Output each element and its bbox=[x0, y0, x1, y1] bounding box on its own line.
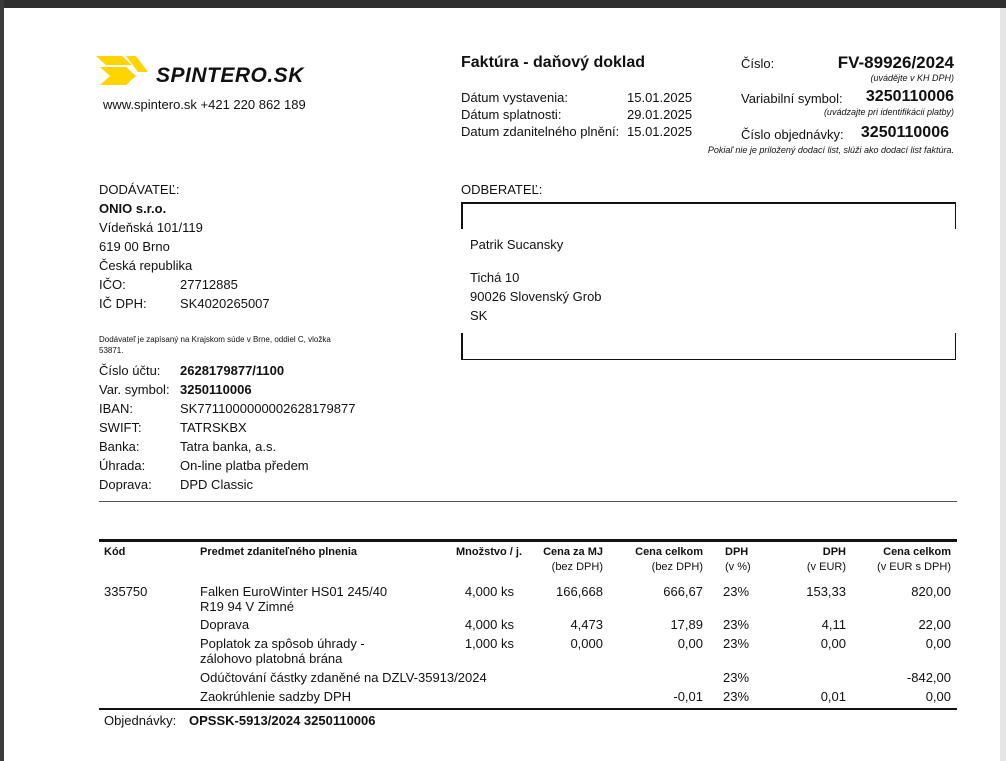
col-vat-sub: (v EUR) bbox=[806, 561, 846, 573]
section-divider bbox=[99, 501, 957, 502]
payment-label: IBAN: bbox=[99, 401, 133, 416]
table-cell-gross: 22,00 bbox=[918, 617, 951, 632]
table-cell-vat-pct: 23% bbox=[723, 689, 750, 704]
payment-label: Banka: bbox=[99, 439, 140, 454]
table-cell-unit-price: 4,473 bbox=[570, 617, 603, 632]
table-cell-item: Zaokrúhlenie sadzby DPH bbox=[200, 689, 352, 704]
table-cell-vat: 153,33 bbox=[806, 584, 846, 599]
order-number: 3250110006 bbox=[860, 124, 949, 141]
col-vat-pct-sub: (v %) bbox=[725, 561, 751, 573]
customer-heading: ODBERATEĽ: bbox=[461, 182, 543, 197]
payment-method: On-line platba předem bbox=[180, 458, 309, 473]
col-vat-pct-header: DPH bbox=[725, 546, 749, 558]
supplier-ico: 27712885 bbox=[180, 277, 238, 292]
orders-value: OPSSK-5913/2024 3250110006 bbox=[189, 713, 376, 728]
col-qty-header: Množstvo / j. bbox=[456, 546, 522, 558]
col-item-header: Predmet zdaniteľného plnenia bbox=[200, 546, 358, 558]
supplier-name: ONIO s.r.o. bbox=[99, 201, 167, 216]
col-unit-price-header: Cena za MJ bbox=[543, 546, 603, 558]
col-vat-header: DPH bbox=[822, 546, 846, 558]
issue-date: 15.01.2025 bbox=[627, 90, 693, 105]
table-cell-vat-pct: 23% bbox=[723, 617, 750, 632]
table-cell-item-line2: R19 94 V Zimné bbox=[200, 599, 294, 614]
table-cell-item-line2: zálohovo platobná brána bbox=[200, 651, 343, 666]
invoice-number-note: (uvádějte v KH DPH) bbox=[870, 73, 954, 83]
table-cell-item: Odúčtování částky zdaněné na DZLV-35913/2024 bbox=[200, 670, 487, 685]
table-cell-vat-pct: 23% bbox=[723, 636, 750, 651]
payment-var-symbol: 3250110006 bbox=[180, 382, 252, 397]
due-date: 29.01.2025 bbox=[627, 107, 693, 122]
viewer-top-bar bbox=[0, 0, 1006, 8]
table-cell-qty: 4,000 ks bbox=[464, 584, 514, 599]
supplier-ico-label: IČO: bbox=[99, 277, 126, 292]
supplier-registry-line2: 53871. bbox=[99, 346, 124, 355]
table-top-rule bbox=[99, 539, 957, 542]
supplier-street: Vídeňská 101/119 bbox=[99, 220, 203, 235]
table-cell-vat: 4,11 bbox=[821, 617, 846, 632]
col-total-header: Cena celkom bbox=[635, 546, 703, 558]
col-gross-sub: (v EUR s DPH) bbox=[877, 561, 951, 573]
table-cell-code: 335750 bbox=[104, 584, 148, 599]
supplier-icdph: SK4020265007 bbox=[180, 296, 270, 311]
taxable-date-label: Datum zdanitelného plnění: bbox=[461, 124, 620, 139]
table-cell-unit-price: 0,000 bbox=[570, 636, 603, 651]
table-cell-gross: 0,00 bbox=[925, 689, 951, 704]
account-number: 2628179877/1100 bbox=[180, 363, 285, 378]
supplier-country: Česká republika bbox=[99, 258, 193, 273]
order-number-label: Číslo objednávky: bbox=[741, 127, 844, 142]
table-cell-unit-price: 166,668 bbox=[556, 584, 603, 599]
table-cell-qty: 4,000 ks bbox=[464, 617, 514, 632]
delivery-note: Pokiaľ nie je priložený dodací list, slúži ako dodací list faktúra. bbox=[707, 145, 954, 155]
customer-street: Tichá 10 bbox=[470, 270, 520, 285]
invoice-title: Faktúra - daňový doklad bbox=[461, 54, 646, 71]
supplier-city: 619 00 Brno bbox=[99, 239, 170, 254]
variable-symbol-label: Variabilní symbol: bbox=[741, 91, 843, 106]
table-cell-total: 0,00 bbox=[677, 636, 703, 651]
variable-symbol-note: (uvádzajte pri identifikácii platby) bbox=[823, 107, 954, 117]
table-cell-item: Poplatok za spôsob úhrady - bbox=[200, 636, 365, 651]
table-cell-qty: 1,000 ks bbox=[464, 636, 514, 651]
table-cell-vat: 0,00 bbox=[820, 636, 846, 651]
customer-box bbox=[461, 202, 956, 360]
table-cell-vat-pct: 23% bbox=[723, 670, 750, 685]
table-cell-item: Doprava bbox=[200, 617, 250, 632]
customer-city: 90026 Slovenský Grob bbox=[470, 289, 602, 304]
invoice-number-label: Číslo: bbox=[741, 56, 775, 71]
payment-label: Var. symbol: bbox=[99, 382, 170, 397]
table-cell-vat-pct: 23% bbox=[723, 584, 750, 599]
payment-label: Úhrada: bbox=[99, 458, 146, 473]
col-code-header: Kód bbox=[104, 546, 126, 558]
brand-name: SPINTERO.SK bbox=[156, 64, 304, 87]
supplier-registry-line1: Dodávateľ je zapísaný na Krajskom súde v Brne, oddiel C, vložka bbox=[99, 335, 331, 344]
issue-date-label: Dátum vystavenia: bbox=[461, 90, 568, 105]
orders-label: Objednávky: bbox=[104, 713, 177, 728]
invoice-number: FV-89926/2024 bbox=[837, 53, 954, 72]
invoice-page bbox=[4, 8, 1000, 761]
col-gross-header: Cena celkom bbox=[883, 546, 951, 558]
table-cell-total: -0,01 bbox=[673, 689, 703, 704]
supplier-heading: DODÁVATEĽ: bbox=[99, 182, 180, 197]
table-cell-gross: 820,00 bbox=[911, 584, 951, 599]
table-cell-total: 17,89 bbox=[670, 617, 703, 632]
table-cell-vat: 0,01 bbox=[820, 689, 846, 704]
payment-label: Doprava: bbox=[99, 477, 152, 492]
supplier-icdph-label: IČ DPH: bbox=[99, 296, 147, 311]
spintero-logo-icon bbox=[96, 54, 148, 90]
brand-contact: www.spintero.sk +421 220 862 189 bbox=[103, 97, 306, 112]
shipping-method: DPD Classic bbox=[180, 477, 253, 492]
customer-name: Patrik Sucansky bbox=[470, 237, 564, 252]
bank-name: Tatra banka, a.s. bbox=[180, 439, 277, 454]
swift: TATRSKBX bbox=[180, 420, 247, 435]
table-bottom-rule bbox=[99, 708, 957, 710]
table-cell-item: Falken EuroWinter HS01 245/40 bbox=[200, 584, 388, 599]
table-cell-gross: -842,00 bbox=[906, 670, 951, 685]
variable-symbol: 3250110006 bbox=[865, 88, 954, 105]
payment-label: SWIFT: bbox=[99, 420, 142, 435]
table-cell-gross: 0,00 bbox=[925, 636, 951, 651]
payment-label: Číslo účtu: bbox=[99, 363, 161, 378]
taxable-date: 15.01.2025 bbox=[627, 124, 693, 139]
table-cell-total: 666,67 bbox=[663, 584, 703, 599]
col-total-sub: (bez DPH) bbox=[651, 561, 703, 573]
col-unit-price-sub: (bez DPH) bbox=[551, 561, 603, 573]
customer-country: SK bbox=[470, 308, 488, 323]
iban: SK7711000000002628179877 bbox=[180, 401, 356, 416]
due-date-label: Dátum splatnosti: bbox=[461, 107, 562, 122]
